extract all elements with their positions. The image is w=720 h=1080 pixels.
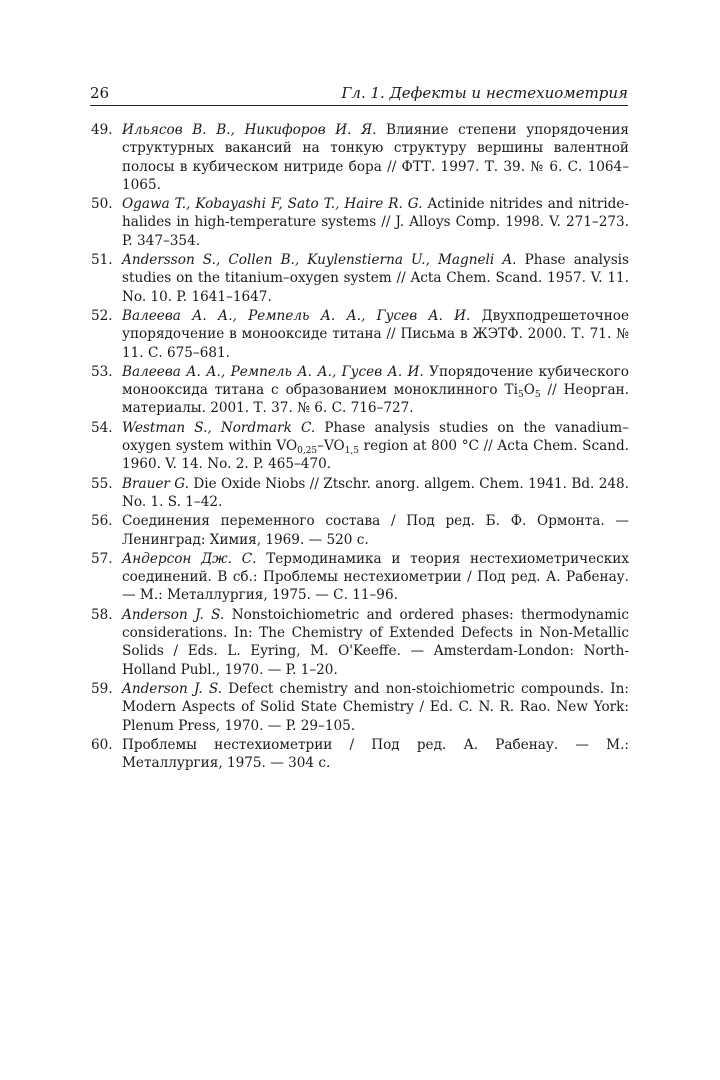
reference-authors: Валеева А. А., Ремпель А. А., Гусев А. И. <box>122 363 424 380</box>
reference-authors: Валеева А. А., Ремпель А. А., Гусев А. И. <box>122 307 471 324</box>
reference-text: // Неорган. материалы. 2001. Т. 37. № 6. С. 716–727. <box>122 382 629 417</box>
reference-item <box>91 606 629 679</box>
reference-item <box>91 512 629 549</box>
reference-authors: Brauer G. <box>122 475 189 492</box>
reference-text: Defect chemistry and non-stoichiometric compounds. In: Modern Aspects of Solid State Chemistry / Ed. C. N. R. Rao. New York: Plenum Press, 1970. — P. 29–105. <box>122 680 629 734</box>
reference-authors: Andersson S., Collen B., Kuylenstierna U., Magneli A. <box>122 252 517 269</box>
reference-authors: Ogawa T., Kobayashi F, Sato T., Haire R. G. <box>122 196 423 213</box>
reference-item <box>91 680 629 735</box>
reference-item <box>91 195 629 250</box>
reference-authors: Anderson J. S. <box>122 680 223 697</box>
page-number: 26 <box>90 84 110 102</box>
reference-text: Двухподрешеточное упорядочение в монооксиде титана // Письма в ЖЭТФ. 2000. Т. 71. № 11. С. 675–681. <box>122 307 629 361</box>
subscript: 5 <box>517 390 524 401</box>
reference-text: Термодинамика и теория нестехиометрических соединений. В сб.: Проблемы нестехиометрии / Под ред. А. Рабенау. — М.: Металлургия, 1975. — С. 11–96. <box>122 550 629 604</box>
reference-number: 50. <box>91 196 113 213</box>
reference-text: Phase analysis studies on the vanadium–oxygen system within VO <box>122 419 629 455</box>
reference-item <box>91 475 629 512</box>
reference-number: 59. <box>91 680 113 697</box>
reference-item <box>91 251 629 306</box>
reference-authors: Андерсон Дж. С. <box>122 550 257 567</box>
reference-item <box>91 121 629 194</box>
header-rule <box>90 105 628 106</box>
reference-item <box>91 550 629 605</box>
reference-text: region at 800 °C // Acta Chem. Scand. 1960. V. 14. No. 2. P. 465–470. <box>122 438 629 473</box>
running-head: Гл. 1. Дефекты и нестехиометрия <box>341 84 628 102</box>
reference-number: 54. <box>91 419 113 436</box>
reference-item <box>91 307 629 362</box>
reference-text: Nonstoichiometric and ordered phases: thermodynamic considerations. In: The Chemistry of Extended Defects in Non-Metallic Solids / Eds. L. Eyring, M. O'Keeffe. — Amsterdam-London: North-Holland Publ., 1970. — P. 1–20. <box>122 606 629 678</box>
reference-number: 55. <box>91 475 113 492</box>
reference-item <box>91 736 629 773</box>
reference-number: 57. <box>91 550 113 567</box>
reference-text: Упорядочение кубического монооксида титана с образованием моноклинного Ti <box>122 363 629 399</box>
reference-item <box>91 419 629 474</box>
reference-item <box>91 363 629 418</box>
reference-number: 56. <box>91 513 113 530</box>
reference-text: Actinide nitrides and nitride-halides in high-temperature systems // J. Alloys Comp. 1998. V. 271–273. P. 347–354. <box>122 196 630 249</box>
reference-number: 53. <box>91 363 113 380</box>
reference-authors: Anderson J. S. <box>122 606 225 623</box>
reference-list <box>91 121 629 773</box>
subscript: 5 <box>534 390 541 401</box>
reference-text: Die Oxide Niobs // Ztschr. anorg. allgem. Chem. 1941. Bd. 248. No. 1. S. 1–42. <box>122 475 629 510</box>
reference-authors: Ильясов В. В., Никифоров И. Я. <box>122 122 377 138</box>
reference-text: Соединения переменного состава / Под ред. Б. Ф. Ормонта. — Ленинград: Химия, 1969. — 520 с. <box>122 513 629 548</box>
reference-number: 49. <box>91 122 113 138</box>
reference-text: Влияние степени упорядочения структурных вакансий на тонкую структуру вершины валентной полосы в кубическом нитриде бора // ФТТ. 1997. Т. 39. № 6. С. 1064–1065. <box>122 122 629 193</box>
reference-number: 58. <box>91 606 113 623</box>
page-header <box>90 84 628 106</box>
reference-number: 60. <box>91 736 113 753</box>
reference-text: –VO <box>317 438 345 455</box>
reference-number: 51. <box>91 252 113 269</box>
reference-number: 52. <box>91 307 113 324</box>
reference-authors: Westman S., Nordmark C. <box>122 419 316 436</box>
subscript: 0,25 <box>297 446 318 457</box>
reference-text: Проблемы нестехиометрии / Под ред. А. Рабенау. — М.: Металлургия, 1975. — 304 с. <box>122 736 629 772</box>
subscript: 1,5 <box>344 446 360 457</box>
reference-text: O <box>523 382 535 399</box>
reference-text: Phase analysis studies on the titanium–oxygen system // Acta Chem. Scand. 1957. V. 11. No. 10. P. 1641–1647. <box>122 252 629 305</box>
